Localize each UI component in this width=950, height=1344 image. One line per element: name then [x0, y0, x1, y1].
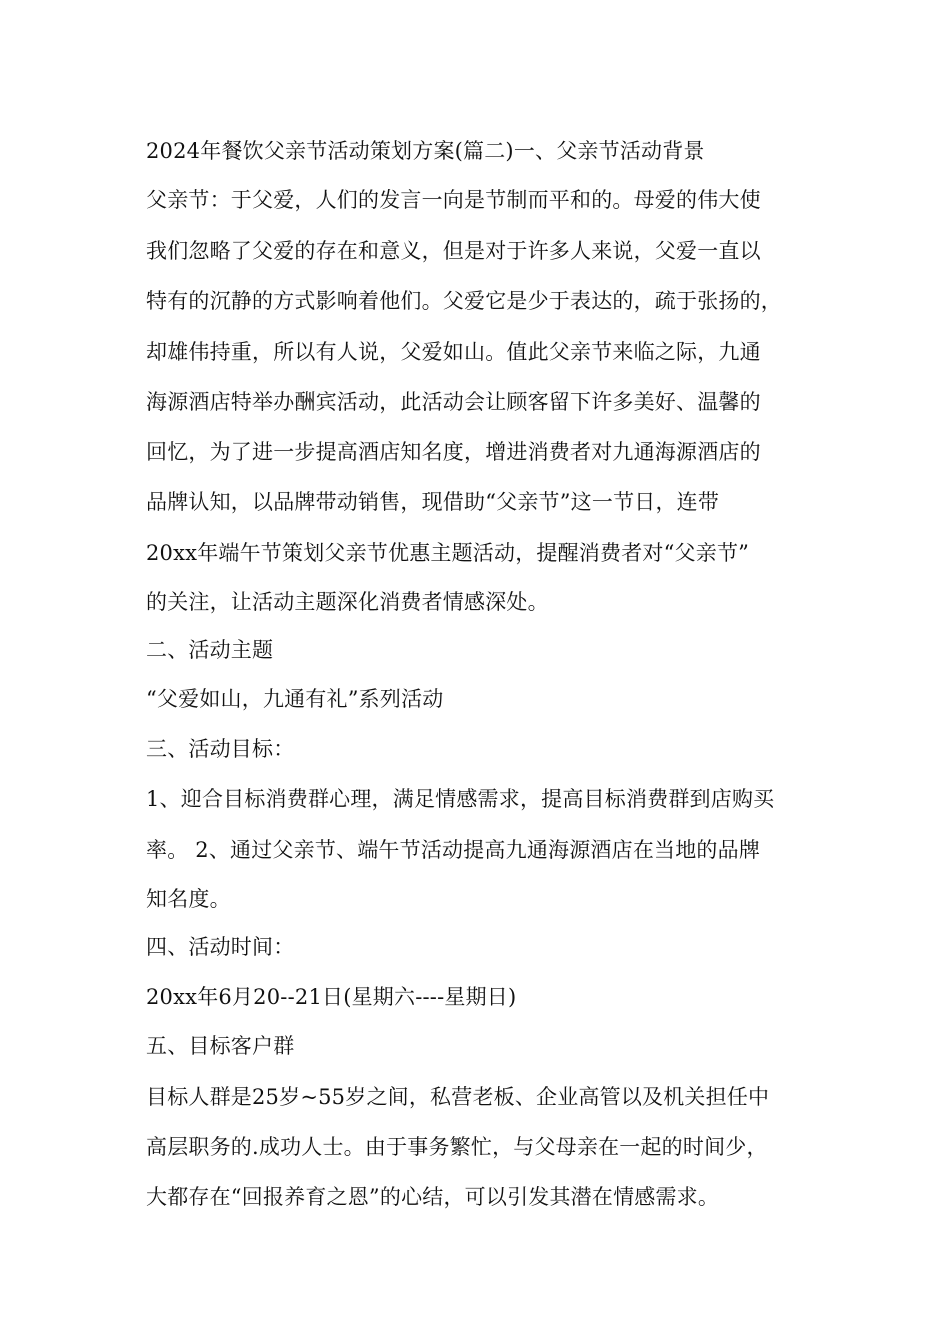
body-line: 父亲节：于父爱，人们的发言一向是节制而平和的。母爱的伟大使 [146, 188, 761, 212]
body-line: 海源酒店特举办酬宾活动，此活动会让顾客留下许多美好、温馨的 [146, 390, 761, 414]
body-line: 率。 2、通过父亲节、端午节活动提高九通海源酒店在当地的品牌 [146, 838, 761, 862]
section-heading: 五、目标客户群 [146, 1034, 295, 1058]
body-line: 知名度。 [146, 887, 231, 911]
body-line: 20xx年6月20--21日(星期六----星期日) [146, 985, 517, 1009]
section-heading: 二、活动主题 [146, 638, 274, 662]
body-line: 1、迎合目标消费群心理，满足情感需求，提高目标消费群到店购买 [146, 787, 775, 811]
body-line: 高层职务的.成功人士。由于事务繁忙，与父母亲在一起的时间少， [146, 1135, 768, 1159]
body-line: 的关注，让活动主题深化消费者情感深处。 [146, 590, 549, 614]
body-line: “父爱如山，九通有礼”系列活动 [146, 687, 444, 711]
body-line: 我们忽略了父爱的存在和意义，但是对于许多人来说，父爱一直以 [146, 239, 761, 263]
body-line: 回忆，为了进一步提高酒店知名度，增进消费者对九通海源酒店的 [146, 440, 761, 464]
body-line: 20xx年端午节策划父亲节优惠主题活动，提醒消费者对“父亲节” [146, 541, 750, 565]
body-line: 大都存在“回报养育之恩”的心结，可以引发其潜在情感需求。 [146, 1185, 720, 1209]
body-line: 目标人群是25岁~55岁之间，私营老板、企业高管以及机关担任中 [146, 1085, 770, 1109]
body-line: 品牌认知，以品牌带动销售，现借助“父亲节”这一节日，连带 [146, 490, 720, 514]
body-line: 却雄伟持重，所以有人说，父爱如山。值此父亲节来临之际，九通 [146, 340, 761, 364]
title-line: 2024年餐饮父亲节活动策划方案(篇二)一、父亲节活动背景 [146, 139, 705, 163]
section-heading: 四、活动时间： [146, 935, 295, 959]
section-heading: 三、活动目标： [146, 737, 295, 761]
body-line: 特有的沉静的方式影响着他们。父爱它是少于表达的，疏于张扬的， [146, 289, 782, 313]
